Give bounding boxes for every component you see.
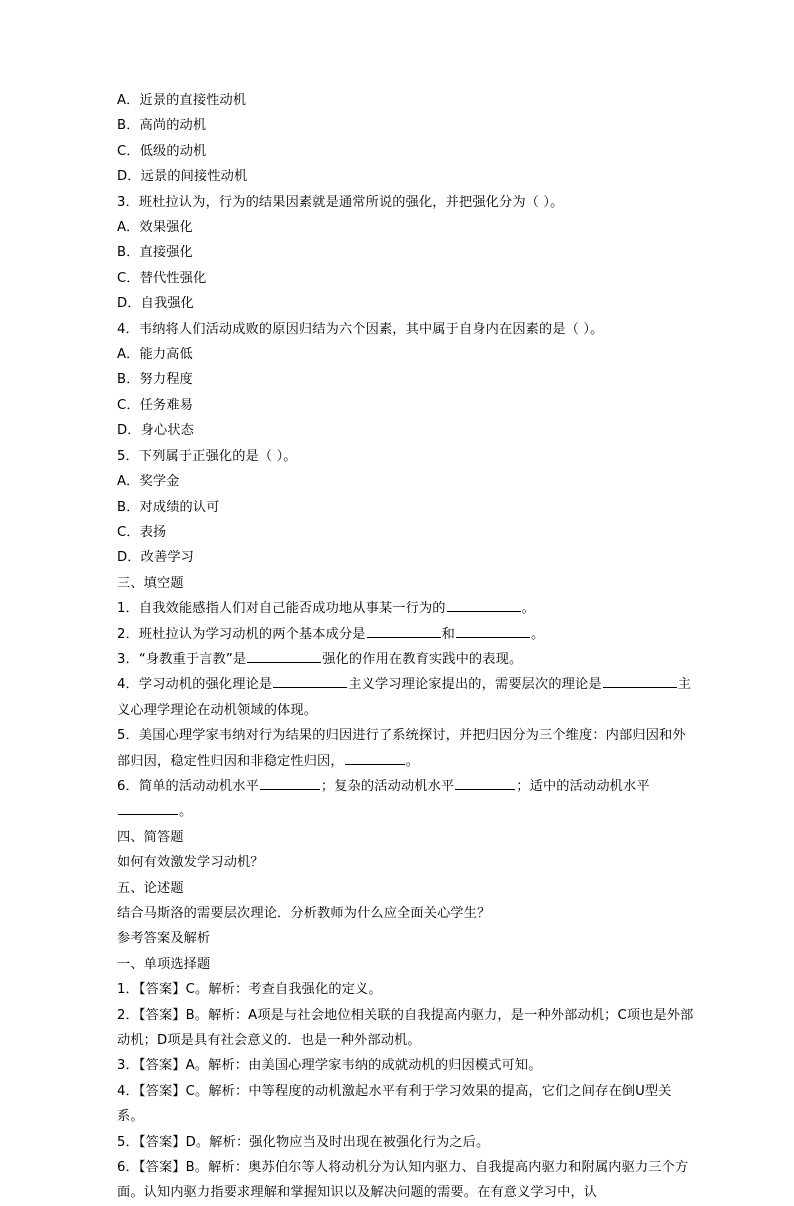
section-heading-short-answer: 四、简答题 (117, 829, 184, 845)
answer-blank[interactable] (260, 777, 320, 790)
answer-blank[interactable] (345, 751, 405, 764)
option-item: C．表扬 (117, 524, 167, 540)
option-item: C．任务难易 (117, 397, 194, 413)
option-item: B．直接强化 (117, 245, 193, 261)
answer-blank[interactable] (273, 675, 347, 688)
document-text-body (117, 88, 695, 1206)
answer-key-section-heading: 一、单项选择题 (117, 956, 211, 972)
answer-key-item: 3．【答案】A。解析：由美国心理学家韦纳的成就动机的归因模式可知。 (117, 1058, 542, 1074)
fill-in-blank-text: ；适中的活动动机水平 (516, 778, 650, 794)
fill-in-blank-text: 2．班杜拉认为学习动机的两个基本成分是 (117, 626, 366, 642)
fill-in-blank-text: 主义心理学理论在动机领域的体现。 (117, 677, 692, 718)
answer-blank[interactable] (118, 802, 178, 815)
option-item: B．对成绩的认可 (117, 499, 220, 515)
fill-in-blank-text: 1．自我效能感指人们对自己能否成功地从事某一行为的 (117, 601, 446, 617)
fill-in-blank-text: 。 (521, 601, 535, 617)
option-item: D．自我强化 (117, 296, 194, 312)
option-item: A．能力高低 (117, 347, 193, 363)
fill-in-blank-item-2 (117, 622, 695, 647)
answer-key-item: 2．【答案】B。解析：A项是与社会地位相关联的自我提高内驱力，是一种外部动机；C项也是外部动机；D项是具有社会意义的．也是一种外部动机。 (117, 1007, 694, 1049)
option-item: C．替代性强化 (117, 270, 207, 286)
answer-key-item: 6．【答案】B。解析：奥苏伯尔等人将动机分为认知内驱力、自我提高内驱力和附属内驱力三个方面。认知内驱力指要求理解和掌握知识以及解决问题的需要。在有意义学习中，认 (117, 1160, 689, 1201)
fill-in-blank-item-4 (117, 672, 695, 723)
answer-blank[interactable] (247, 650, 321, 663)
option-item: B．高尚的动机 (117, 118, 207, 134)
answer-blank[interactable] (447, 599, 521, 612)
fill-in-blank-text: 。 (179, 804, 193, 820)
answer-key-item: 5．【答案】D。解析：强化物应当及时出现在被强化行为之后。 (117, 1134, 490, 1150)
fill-in-blank-item-5 (117, 723, 695, 774)
option-item: A．近景的直接性动机 (117, 93, 247, 108)
fill-in-blank-text: 强化的作用在教育实践中的表现。 (322, 651, 523, 667)
section-heading-fill-in-blank: 三、填空题 (117, 575, 184, 591)
fill-in-blank-text: 6．简单的活动动机水平 (117, 778, 259, 794)
option-item: C．低级的动机 (117, 143, 207, 159)
fill-in-blank-text: 5．美国心理学家韦纳对行为结果的归因进行了系统探讨，并把归因分为三个维度：内部归因和外部归因，稳定性归因和非稳定性归因， (117, 728, 686, 769)
fill-in-blank-text: 。 (530, 626, 545, 642)
option-item: D．改善学习 (117, 550, 194, 566)
fill-in-blank-item-1 (117, 596, 695, 621)
option-item: B．努力程度 (117, 372, 193, 388)
option-item: D．远景的间接性动机 (117, 169, 248, 185)
option-item: D．身心状态 (117, 423, 194, 439)
fill-in-blank-item-3 (117, 647, 695, 672)
fill-in-blank-text: 3．“身教重于言教”是 (117, 651, 247, 667)
fill-in-blank-item-6 (117, 774, 695, 825)
essay-question: 结合马斯洛的需要层次理论．分析教师为什么应全面关心学生？ (117, 906, 491, 921)
question-stem: 5．下列属于正强化的是（ ）。 (117, 448, 297, 464)
answer-key-item: 4．【答案】C。解析：中等程度的动机激起水平有利于学习效果的提高，它们之间存在倒U型关系。 (117, 1083, 672, 1125)
fill-in-blank-text: 。 (405, 753, 420, 769)
option-item: A．奖学金 (117, 474, 180, 490)
answer-blank[interactable] (367, 624, 441, 637)
fill-in-blank-text: ；复杂的活动动机水平 (320, 778, 455, 794)
fill-in-blank-text: 主义学习理论家提出的，需要层次的理论是 (348, 677, 602, 693)
section-heading-essay: 五、论述题 (117, 880, 184, 896)
question-stem: 4．韦纳将人们活动成败的原因归结为六个因素，其中属于自身内在因素的是（ ）。 (117, 321, 604, 337)
option-item: A．效果强化 (117, 220, 193, 236)
fill-in-blank-text: 4．学习动机的强化理论是 (117, 677, 273, 693)
fill-in-blank-text: 和 (441, 626, 455, 642)
answer-blank[interactable] (456, 624, 530, 637)
question-stem: 3．班杜拉认为，行为的结果因素就是通常所说的强化，并把强化分为（ ）。 (117, 194, 564, 210)
answer-blank[interactable] (455, 777, 515, 790)
short-answer-question: 如何有效激发学习动机？ (117, 855, 264, 871)
answer-key-title: 参考答案及解析 (117, 931, 211, 947)
answer-key-item: 1．【答案】C。解析：考查自我强化的定义。 (117, 982, 382, 998)
answer-blank[interactable] (603, 675, 677, 688)
